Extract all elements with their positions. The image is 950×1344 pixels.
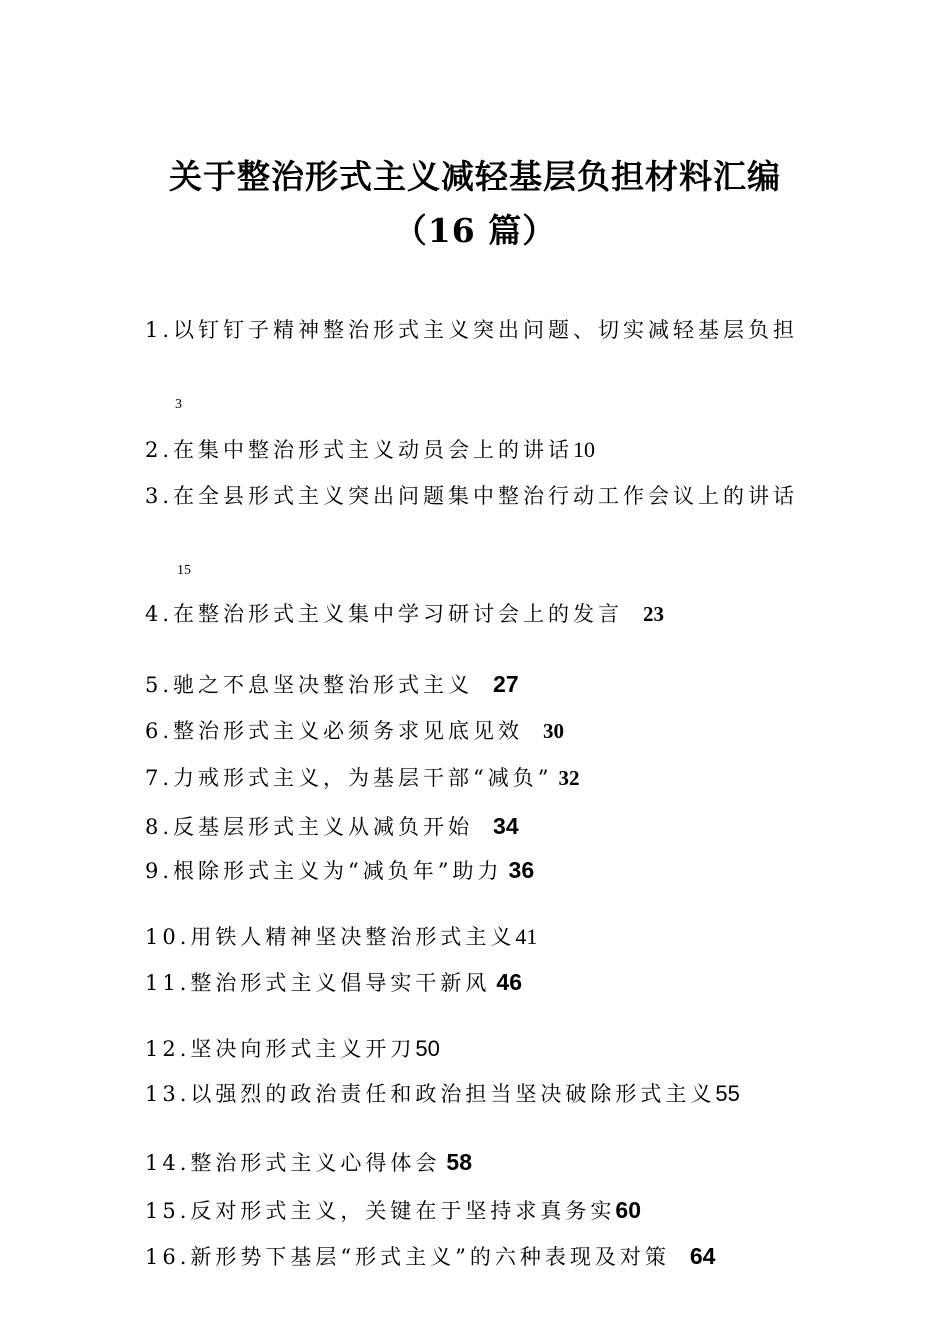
toc-entry-title: 整治形式主义心得体会 <box>190 1151 441 1175</box>
toc-entry-title: 以钉钉子精神整治形式主义突出问题、切实减轻基层负担 <box>173 318 799 342</box>
toc-entry-5[interactable] <box>145 670 519 699</box>
toc-entry-page: 34 <box>493 813 519 839</box>
toc-entry-number: 4. <box>145 602 174 626</box>
toc-entry-title: 驰之不息坚决整治形式主义 <box>173 673 474 697</box>
toc-entry-number: 3. <box>145 484 174 508</box>
toc-entry-title: 在全县形式主义突出问题集中整治行动工作会议上的讲话 <box>173 484 799 508</box>
toc-entry-page: 3 <box>175 397 182 412</box>
toc-entry-title: 整治形式主义必须务求见底见效 <box>173 719 524 743</box>
toc-entry-number: 2. <box>145 438 174 462</box>
toc-entry-11[interactable] <box>145 968 522 997</box>
toc-entry-page: 32 <box>558 766 580 790</box>
toc-entry-page: 50 <box>415 1036 440 1061</box>
toc-entry-2[interactable] <box>145 436 595 464</box>
toc-entry-number: 11. <box>145 971 191 995</box>
toc-entry-number: 7. <box>145 766 174 790</box>
toc-entry-number: 14. <box>145 1151 191 1175</box>
toc-entry-number: 1. <box>145 318 174 342</box>
toc-entry-page: 30 <box>543 719 565 743</box>
toc-entry-number: 10. <box>145 925 191 949</box>
toc-entry-page: 55 <box>715 1081 740 1106</box>
toc-entry-15[interactable] <box>145 1196 641 1225</box>
toc-entry-title: 反基层形式主义从减负开始 <box>173 815 474 839</box>
toc-entry-number: 8. <box>145 815 174 839</box>
toc-entry-4[interactable] <box>145 600 664 628</box>
toc-entry-number: 6. <box>145 719 174 743</box>
toc-entry-3[interactable] <box>145 482 798 510</box>
toc-entry-13[interactable] <box>145 1080 740 1108</box>
toc-entry-page: 27 <box>493 671 519 697</box>
toc-entry-number: 12. <box>145 1037 191 1061</box>
toc-entry-title: 整治形式主义倡导实干新风 <box>190 971 491 995</box>
toc-entry-title: 新形势下基层“形式主义”的六种表现及对策 <box>190 1245 670 1269</box>
toc-entry-page: 10 <box>573 437 596 462</box>
document-title: 关于整治形式主义减轻基层负担材料汇编 <box>169 157 781 196</box>
toc-entry-title: 力戒形式主义，为基层干部“减负” <box>173 766 553 790</box>
document-subtitle: （16 篇） <box>393 211 557 250</box>
toc-entry-16[interactable] <box>145 1242 715 1271</box>
toc-entry-title: 在整治形式主义集中学习研讨会上的发言 <box>173 602 624 626</box>
toc-entry-page: 58 <box>446 1149 472 1175</box>
toc-entry-14[interactable] <box>145 1148 472 1177</box>
toc-entry-8[interactable] <box>145 812 519 841</box>
toc-entry-title: 以强烈的政治责任和政治担当坚决破除形式主义 <box>190 1082 716 1106</box>
toc-entry-7[interactable] <box>145 764 580 792</box>
toc-entry-title: 用铁人精神坚决整治形式主义 <box>190 925 516 949</box>
toc-entry-6[interactable] <box>145 717 564 745</box>
toc-entry-page: 60 <box>615 1197 641 1223</box>
toc-entry-page: 46 <box>496 969 522 995</box>
toc-entry-title: 在集中整治形式主义动员会上的讲话 <box>173 438 574 462</box>
toc-entry-1[interactable] <box>145 316 798 344</box>
toc-entry-number: 16. <box>145 1245 191 1269</box>
toc-entry-title: 根除形式主义为“减负年”助力 <box>173 859 503 883</box>
toc-entry-number: 9. <box>145 859 174 883</box>
toc-entry-page: 15 <box>177 563 191 578</box>
toc-entry-12[interactable] <box>145 1035 440 1063</box>
toc-entry-page: 23 <box>643 602 665 626</box>
toc-entry-page: 36 <box>508 857 535 883</box>
toc-entry-title: 反对形式主义，关键在于坚持求真务实 <box>190 1199 616 1223</box>
toc-entry-number: 15. <box>145 1199 191 1223</box>
toc-entry-9[interactable] <box>145 856 534 885</box>
toc-entry-number: 13. <box>145 1082 191 1106</box>
toc-entry-title: 坚决向形式主义开刀 <box>190 1037 416 1061</box>
toc-entry-page: 64 <box>689 1243 716 1269</box>
toc-entry-number: 5. <box>145 673 174 697</box>
toc-entry-page: 41 <box>515 924 538 949</box>
toc-entry-10[interactable] <box>145 923 537 951</box>
